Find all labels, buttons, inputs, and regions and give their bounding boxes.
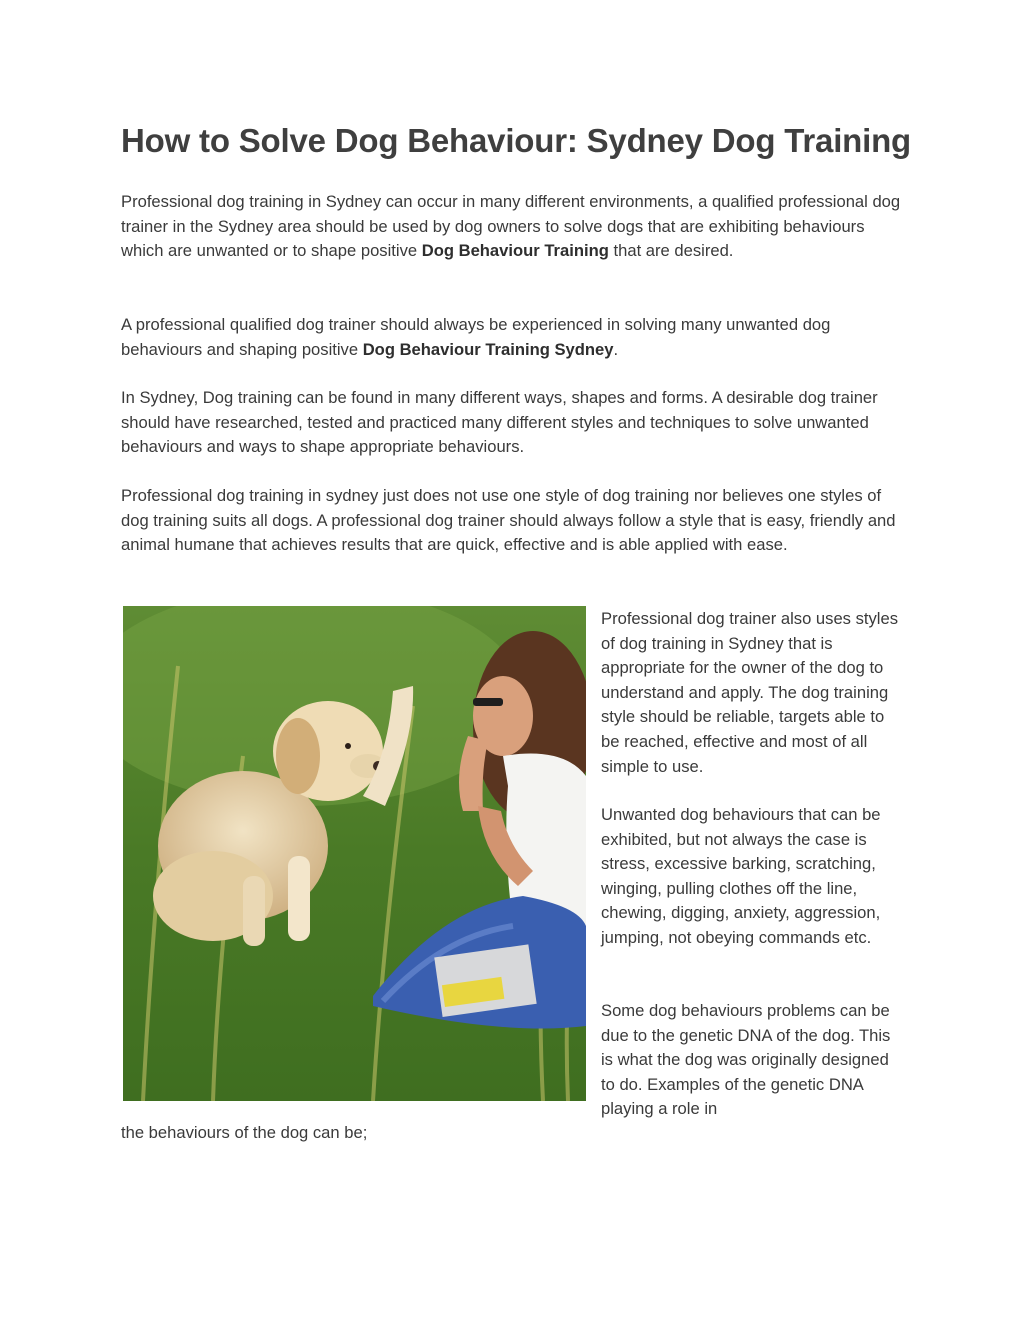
side-paragraph-genetic-dna: Some dog behaviours problems can be due to the genetic DNA of the dog. This is what the dog was originally designed to do. Examples of the genetic DNA playing a role in (601, 1001, 891, 1119)
paragraph-sydney-training: In Sydney, Dog training can be found in many different ways, shapes and forms. A desirable dog trainer should have researched, tested and practiced many different styles and techniques to solve unwanted behaviours and ways to shape appropriate behaviours. (121, 388, 878, 457)
paragraph-text: . (613, 339, 619, 359)
paragraph-intro (121, 190, 906, 264)
page-title: How to Solve Dog Behaviour: Sydney Dog Training (121, 122, 912, 159)
paragraph-training-styles: Professional dog training in sydney just does not use one style of dog training nor believes one styles of dog training suits all dogs. A professional dog trainer should always follow a style that is easy, friendly and animal humane that achieves results that are quick, effective and is able applied with ease. (121, 486, 896, 555)
paragraph-qualified-trainer (121, 313, 906, 362)
bold-keyword: Dog Behaviour Training Sydney (362, 339, 614, 359)
side-paragraph-unwanted-behaviours: Unwanted dog behaviours that can be exhibited, but not always the case is stress, excessive barking, scratching, winging, pulling clothes off the line, chewing, digging, anxiety, aggression, jumping, not obeying commands etc. (601, 805, 881, 947)
paragraph-text: Professional dog training in Sydney can occur in many different environments, a qualified professional dog trainer in the Sydney area should be used by dog owners to solve dogs that are exhibiting behaviours which are unwanted or to shape positive (121, 192, 901, 261)
dog-training-photo (123, 606, 586, 1101)
paragraph-continuation: the behaviours of the dog can be; (121, 1123, 368, 1142)
bold-keyword: Dog Behaviour Training (421, 241, 609, 261)
paragraph-text: A professional qualified dog trainer should always be experienced in solving many unwanted dog behaviours and shaping positive (121, 315, 831, 359)
side-paragraph-style: Professional dog trainer also uses styles of dog training in Sydney that is appropriate for the owner of the dog to understand and apply. The dog training style should be reliable, targets able to be reached, effective and most of all simple to use. (601, 609, 898, 776)
document-page (121, 0, 912, 1326)
paragraph-text: that are desired. (608, 241, 734, 261)
